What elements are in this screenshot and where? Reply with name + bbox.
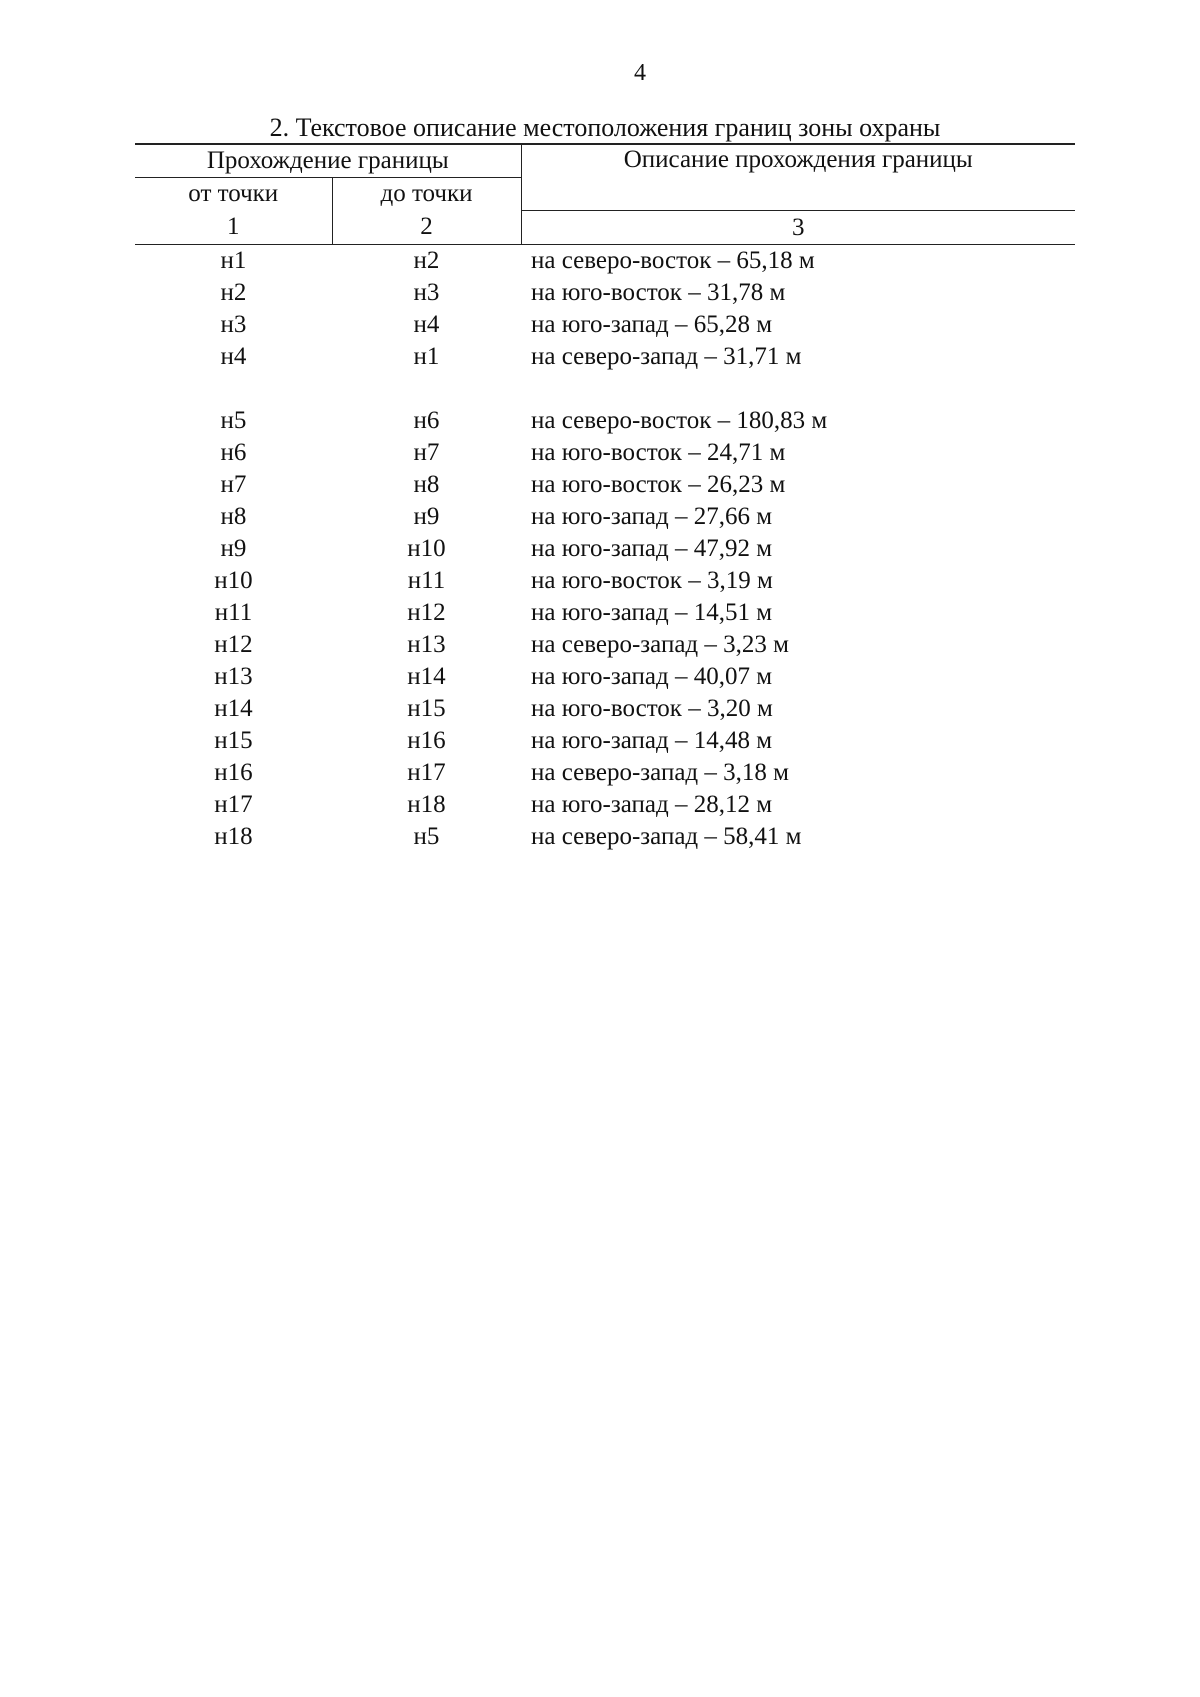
from-point-cell: н15 [214, 726, 253, 754]
from-point-cell: н6 [220, 438, 247, 466]
to-point-cell: н5 [413, 822, 440, 850]
to-point-cell: н15 [407, 694, 446, 722]
description-cell: на юго-запад – 65,28 м [531, 310, 773, 338]
to-point-cell: н10 [407, 534, 446, 562]
from-point-cell: н3 [220, 310, 247, 338]
description-cell: на юго-восток – 31,78 м [531, 278, 786, 306]
from-point-cell: н14 [214, 694, 253, 722]
table-row [135, 757, 1075, 789]
from-point-cell: н1 [220, 246, 247, 274]
table-row [135, 244, 1075, 277]
description-cell: на юго-запад – 14,48 м [531, 726, 773, 754]
table-row [135, 597, 1075, 629]
description-cell: на юго-запад – 28,12 м [531, 790, 773, 818]
description-cell: на юго-восток – 24,71 м [531, 438, 786, 466]
from-point-cell: н16 [214, 758, 253, 786]
from-point-cell: н2 [220, 278, 247, 306]
table-row [135, 693, 1075, 725]
table-row [135, 565, 1075, 597]
to-point-cell: н18 [407, 790, 446, 818]
document-title: 2. Текстовое описание местоположения границ зоны охраны [269, 113, 941, 142]
table-header [135, 144, 1075, 244]
to-point-cell: н1 [413, 342, 440, 370]
description-cell: на северо-запад – 3,23 м [531, 630, 789, 658]
header-from-point: от точки [135, 178, 332, 211]
description-cell: на северо-восток – 65,18 м [531, 246, 815, 274]
description-cell: на юго-восток – 3,20 м [531, 694, 773, 722]
table-row [135, 501, 1075, 533]
from-point-cell: н4 [220, 342, 247, 370]
description-cell: на северо-восток – 180,83 м [531, 406, 828, 434]
table-row [135, 277, 1075, 309]
to-point-cell: н6 [413, 406, 440, 434]
table-row [135, 309, 1075, 341]
from-point-cell: н17 [214, 790, 253, 818]
to-point-cell: н8 [413, 470, 440, 498]
table-row [135, 725, 1075, 757]
to-point-cell: н14 [407, 662, 446, 690]
table-row [135, 629, 1075, 661]
boundary-table [135, 143, 1075, 853]
table-row [135, 533, 1075, 565]
to-point-cell: н3 [413, 278, 440, 306]
description-cell: на юго-запад – 14,51 м [531, 598, 773, 626]
description-cell: на северо-запад – 58,41 м [531, 822, 802, 850]
from-point-cell: н13 [214, 662, 253, 690]
description-cell: на юго-запад – 47,92 м [531, 534, 773, 562]
table-row [135, 341, 1075, 373]
description-cell: на юго-запад – 27,66 м [531, 502, 773, 530]
page-number: 4 [634, 60, 646, 86]
table-row [135, 821, 1075, 853]
from-point-cell: н18 [214, 822, 253, 850]
from-point-cell: н11 [214, 598, 253, 626]
description-cell: на юго-запад – 40,07 м [531, 662, 773, 690]
column-number-2: 2 [332, 210, 521, 244]
table-row [135, 437, 1075, 469]
from-point-cell: н12 [214, 630, 253, 658]
from-point-cell: н5 [220, 406, 247, 434]
group-separator [135, 373, 1075, 405]
table-row [135, 661, 1075, 693]
to-point-cell: н13 [407, 630, 446, 658]
from-point-cell: н9 [220, 534, 247, 562]
column-number-1: 1 [135, 210, 332, 244]
to-point-cell: н9 [413, 502, 440, 530]
header-to-point: до точки [332, 178, 521, 211]
from-point-cell: н7 [220, 470, 247, 498]
to-point-cell: н2 [413, 246, 440, 274]
description-cell: на юго-восток – 3,19 м [531, 566, 773, 594]
from-point-cell: н8 [220, 502, 247, 530]
header-boundary-passage: Прохождение границы [135, 144, 521, 178]
description-cell: на северо-запад – 3,18 м [531, 758, 789, 786]
to-point-cell: н11 [407, 566, 446, 594]
column-number-3: 3 [521, 210, 1075, 244]
description-cell: на юго-восток – 26,23 м [531, 470, 786, 498]
to-point-cell: н17 [407, 758, 446, 786]
table-row [135, 469, 1075, 501]
table-row [135, 405, 1075, 437]
to-point-cell: н16 [407, 726, 446, 754]
header-boundary-description: Описание прохождения границы [521, 144, 1075, 210]
to-point-cell: н4 [413, 310, 440, 338]
table-body [135, 244, 1075, 853]
from-point-cell: н10 [214, 566, 253, 594]
to-point-cell: н12 [407, 598, 446, 626]
table-row [135, 789, 1075, 821]
to-point-cell: н7 [413, 438, 440, 466]
description-cell: на северо-запад – 31,71 м [531, 342, 802, 370]
